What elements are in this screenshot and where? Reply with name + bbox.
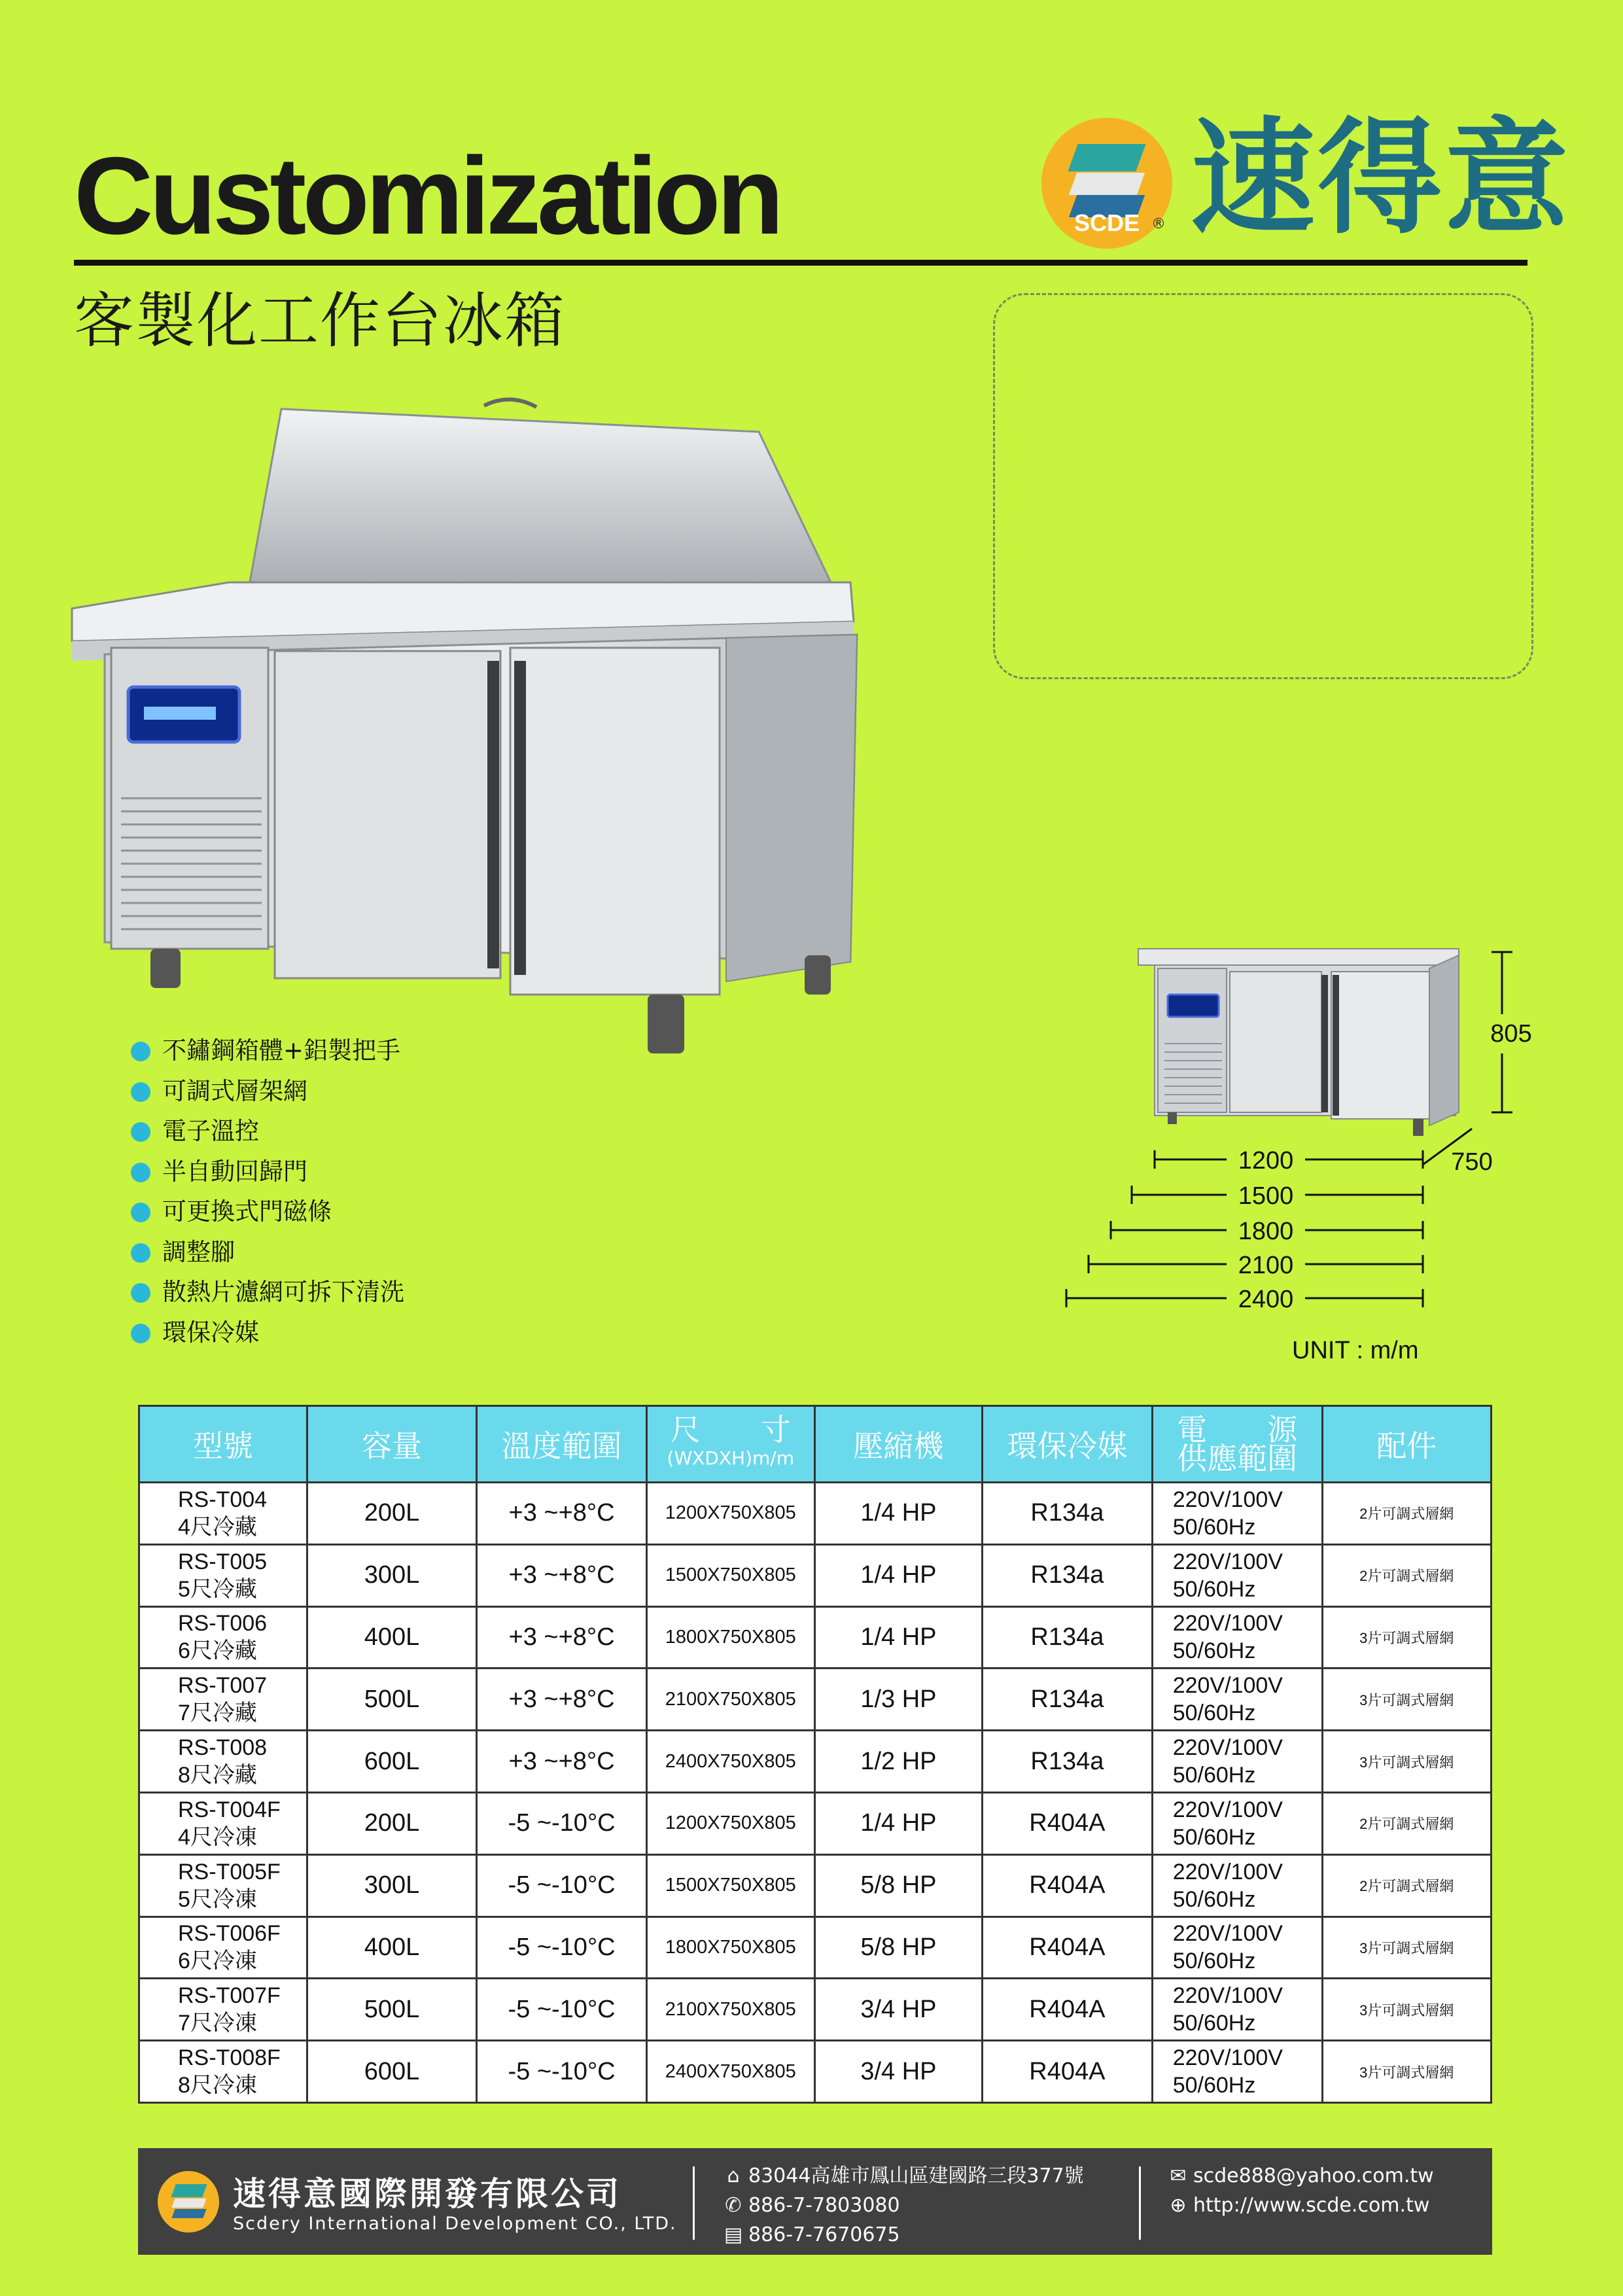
size-cell: 2400X750X805 xyxy=(646,1731,814,1793)
bullet-icon xyxy=(131,1122,150,1142)
header-temp: 溫度範圍 xyxy=(477,1406,647,1483)
refrigerant-cell: R404A xyxy=(983,1979,1153,2041)
header-accessory: 配件 xyxy=(1322,1406,1491,1483)
compressor-cell: 1/4 HP xyxy=(814,1483,982,1545)
accessory-cell: 2片可調式層網 xyxy=(1322,1792,1491,1854)
refrigerant-cell: R404A xyxy=(983,1916,1153,1979)
header-model: 型號 xyxy=(139,1406,307,1483)
header-power: 電 源 供應範圍 xyxy=(1152,1406,1322,1483)
brand-name: 速得意 xyxy=(1191,106,1572,251)
table-row xyxy=(139,1854,1492,1916)
power-cell: 220V/100V 50/60Hz xyxy=(1152,1483,1322,1545)
power-cell: 220V/100V 50/60Hz xyxy=(1152,1916,1322,1979)
header-size: 尺 寸 (WXDXH)m/m xyxy=(646,1406,814,1483)
accessory-cell: 3片可調式層網 xyxy=(1322,1979,1491,2041)
refrigerant-cell: R404A xyxy=(983,1792,1153,1854)
compressor-cell: 5/8 HP xyxy=(814,1854,982,1916)
placeholder-box xyxy=(993,293,1533,679)
accessory-cell: 3片可調式層網 xyxy=(1322,1606,1491,1669)
list-item: 可更換式門磁條 xyxy=(131,1195,404,1235)
bullet-icon xyxy=(131,1243,150,1263)
company-name: 速得意國際開發有限公司 xyxy=(233,2175,621,2213)
refrigerant-cell: R134a xyxy=(983,1483,1153,1545)
temp-cell: +3 ~+8°C xyxy=(477,1606,647,1669)
temp-cell: +3 ~+8°C xyxy=(477,1669,647,1731)
worktable-fridge-image xyxy=(65,386,890,1067)
globe-icon: ⊕ xyxy=(1170,2194,1187,2217)
table-row xyxy=(139,1916,1492,1979)
capacity-cell: 400L xyxy=(307,1606,477,1669)
table-row xyxy=(139,1606,1492,1669)
power-cell: 220V/100V 50/60Hz xyxy=(1152,2041,1322,2103)
size-cell: 1800X750X805 xyxy=(646,1606,814,1669)
fax-line: ▤ 886-7-7670675 xyxy=(724,2220,1084,2250)
model-cell: RS-T006F 6尺冷凍 xyxy=(139,1916,307,1979)
temp-cell: +3 ~+8°C xyxy=(477,1731,647,1793)
capacity-cell: 600L xyxy=(307,1731,477,1793)
power-cell: 220V/100V 50/60Hz xyxy=(1152,1731,1322,1793)
footer xyxy=(138,2148,1492,2255)
power-cell: 220V/100V 50/60Hz xyxy=(1152,1606,1322,1669)
unit-label: UNIT : m/m xyxy=(1292,1337,1419,1364)
model-cell: RS-T004 4尺冷藏 xyxy=(139,1483,307,1545)
capacity-cell: 200L xyxy=(307,1483,477,1545)
header-divider xyxy=(74,260,1527,266)
model-cell: RS-T004F 4尺冷凍 xyxy=(139,1792,307,1854)
bullet-icon xyxy=(131,1082,150,1102)
table-row xyxy=(139,1483,1492,1545)
compressor-cell: 1/4 HP xyxy=(814,1544,982,1606)
power-cell: 220V/100V 50/60Hz xyxy=(1152,1854,1322,1916)
compressor-cell: 1/3 HP xyxy=(814,1669,982,1731)
bullet-icon xyxy=(131,1203,150,1222)
table-row xyxy=(139,2041,1492,2103)
table-header-row xyxy=(139,1406,1492,1483)
compressor-cell: 1/4 HP xyxy=(814,1606,982,1669)
model-cell: RS-T007F 7尺冷凍 xyxy=(139,1979,307,2041)
list-item: 可調式層架網 xyxy=(131,1074,404,1115)
fax-icon: ▤ xyxy=(724,2223,743,2246)
page-subtitle: 客製化工作台冰箱 xyxy=(74,286,567,356)
capacity-cell: 600L xyxy=(307,2041,477,2103)
list-item: 不鏽鋼箱體+鋁製把手 xyxy=(131,1034,404,1074)
list-item: 散熱片濾網可拆下清洗 xyxy=(131,1275,404,1316)
spec-table xyxy=(138,1405,1492,2104)
table-row xyxy=(139,1979,1492,2041)
bullet-icon xyxy=(131,1324,150,1343)
temp-cell: -5 ~-10°C xyxy=(477,2041,647,2103)
capacity-cell: 300L xyxy=(307,1544,477,1606)
accessory-cell: 2片可調式層網 xyxy=(1322,1544,1491,1606)
size-cell: 1800X750X805 xyxy=(646,1916,814,1979)
refrigerant-cell: R404A xyxy=(983,2041,1153,2103)
power-cell: 220V/100V 50/60Hz xyxy=(1152,1669,1322,1731)
height-label: 805 xyxy=(1490,1020,1532,1048)
model-cell: RS-T007 7尺冷藏 xyxy=(139,1669,307,1731)
accessory-cell: 2片可調式層網 xyxy=(1322,1854,1491,1916)
size-cell: 2100X750X805 xyxy=(646,1979,814,2041)
capacity-cell: 500L xyxy=(307,1979,477,2041)
depth-label: 750 xyxy=(1451,1148,1493,1176)
width-label: 1200 xyxy=(1238,1147,1294,1174)
capacity-cell: 300L xyxy=(307,1854,477,1916)
mail-icon: ✉ xyxy=(1170,2164,1187,2187)
web-column xyxy=(1168,2161,1434,2220)
temp-cell: -5 ~-10°C xyxy=(477,1979,647,2041)
list-item: 環保冷媒 xyxy=(131,1316,404,1356)
table-row xyxy=(139,1792,1492,1854)
size-cell: 2400X750X805 xyxy=(646,2041,814,2103)
size-cell: 1200X750X805 xyxy=(646,1792,814,1854)
refrigerant-cell: R134a xyxy=(983,1544,1153,1606)
power-cell: 220V/100V 50/60Hz xyxy=(1152,1979,1322,2041)
accessory-cell: 3片可調式層網 xyxy=(1322,1731,1491,1793)
company-logo-icon xyxy=(158,2171,219,2233)
size-cell: 1500X750X805 xyxy=(646,1544,814,1606)
refrigerant-cell: R134a xyxy=(983,1731,1153,1793)
email-line: ✉ scde888@yahoo.com.tw xyxy=(1168,2161,1434,2191)
compressor-cell: 1/2 HP xyxy=(814,1731,982,1793)
width-label: 2100 xyxy=(1238,1252,1294,1279)
temp-cell: -5 ~-10°C xyxy=(477,1854,647,1916)
capacity-cell: 200L xyxy=(307,1792,477,1854)
brand-logo-text: SCDE xyxy=(1073,209,1140,236)
footer-divider xyxy=(693,2166,695,2240)
table-row xyxy=(139,1544,1492,1606)
accessory-cell: 3片可調式層網 xyxy=(1322,2041,1491,2103)
power-cell: 220V/100V 50/60Hz xyxy=(1152,1544,1322,1606)
table-row xyxy=(139,1669,1492,1731)
power-cell: 220V/100V 50/60Hz xyxy=(1152,1792,1322,1854)
size-cell: 2100X750X805 xyxy=(646,1669,814,1731)
size-cell: 1500X750X805 xyxy=(646,1854,814,1916)
accessory-cell: 3片可調式層網 xyxy=(1322,1916,1491,1979)
temp-cell: -5 ~-10°C xyxy=(477,1916,647,1979)
compressor-cell: 3/4 HP xyxy=(814,1979,982,2041)
temp-cell: +3 ~+8°C xyxy=(477,1483,647,1545)
list-item: 半自動回歸門 xyxy=(131,1155,404,1195)
phone-line: ✆ 886-7-7803080 xyxy=(724,2191,1084,2220)
dimension-diagram xyxy=(1040,929,1583,1374)
model-cell: RS-T006 6尺冷藏 xyxy=(139,1606,307,1669)
footer-divider xyxy=(1139,2166,1141,2240)
header-refrigerant: 環保冷媒 xyxy=(983,1406,1153,1483)
model-cell: RS-T005 5尺冷藏 xyxy=(139,1544,307,1606)
feature-list xyxy=(131,1034,404,1356)
company-name-en: Scdery International Development CO., LTD. xyxy=(233,2214,677,2234)
list-item: 調整腳 xyxy=(131,1235,404,1276)
size-cell: 1200X750X805 xyxy=(646,1483,814,1545)
temp-cell: -5 ~-10°C xyxy=(477,1792,647,1854)
accessory-cell: 3片可調式層網 xyxy=(1322,1669,1491,1731)
compressor-cell: 1/4 HP xyxy=(814,1792,982,1854)
header-capacity: 容量 xyxy=(307,1406,477,1483)
width-label: 2400 xyxy=(1238,1286,1294,1313)
capacity-cell: 400L xyxy=(307,1916,477,1979)
model-cell: RS-T005F 5尺冷凍 xyxy=(139,1854,307,1916)
address-line: ⌂ 83044高雄市鳳山區建國路三段377號 xyxy=(724,2161,1084,2191)
header-compressor: 壓縮機 xyxy=(814,1406,982,1483)
location-pin-icon: ⌂ xyxy=(727,2164,740,2187)
bullet-icon xyxy=(131,1042,150,1061)
website-line: ⊕ http://www.scde.com.tw xyxy=(1168,2191,1434,2220)
contact-column xyxy=(724,2161,1084,2250)
model-cell: RS-T008 8尺冷藏 xyxy=(139,1731,307,1793)
refrigerant-cell: R134a xyxy=(983,1606,1153,1669)
bullet-icon xyxy=(131,1283,150,1303)
compressor-cell: 5/8 HP xyxy=(814,1916,982,1979)
table-row xyxy=(139,1731,1492,1793)
list-item: 電子溫控 xyxy=(131,1114,404,1155)
temp-cell: +3 ~+8°C xyxy=(477,1544,647,1606)
bullet-icon xyxy=(131,1163,150,1182)
compressor-cell: 3/4 HP xyxy=(814,2041,982,2103)
accessory-cell: 2片可調式層網 xyxy=(1322,1483,1491,1545)
refrigerant-cell: R404A xyxy=(983,1854,1153,1916)
refrigerant-cell: R134a xyxy=(983,1669,1153,1731)
phone-icon: ✆ xyxy=(725,2194,742,2217)
registered-mark: ® xyxy=(1151,216,1166,232)
capacity-cell: 500L xyxy=(307,1669,477,1731)
width-label: 1800 xyxy=(1238,1218,1294,1245)
width-label: 1500 xyxy=(1238,1182,1294,1210)
page-title: Customization xyxy=(74,134,780,257)
model-cell: RS-T008F 8尺冷凍 xyxy=(139,2041,307,2103)
